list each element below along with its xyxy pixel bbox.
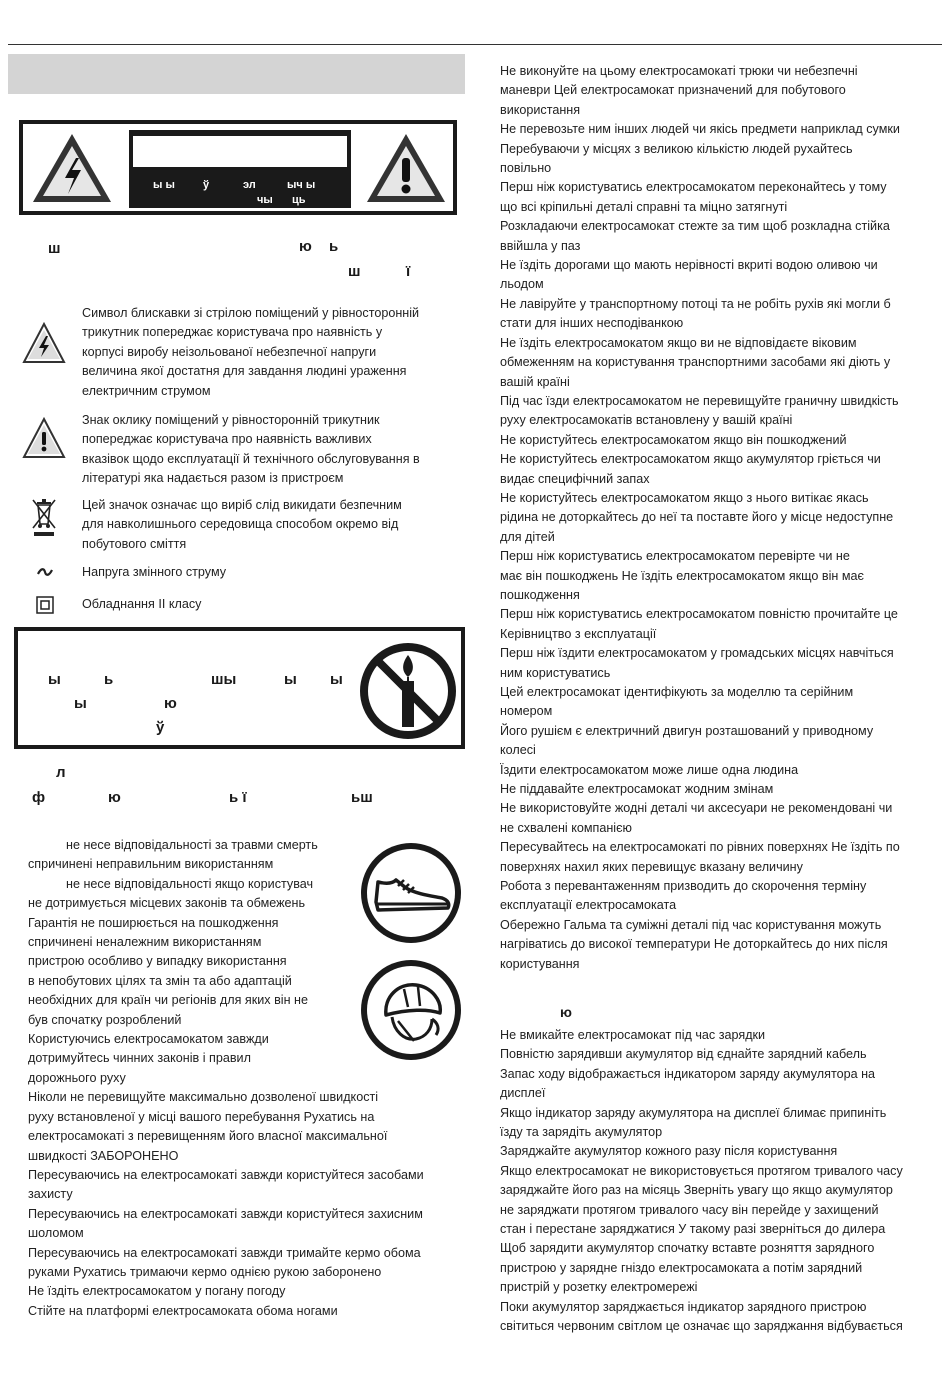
warning-label-fragment: эл xyxy=(243,179,256,191)
text-line: стати для інших несподіванкою xyxy=(500,316,684,331)
heading-fragment: ш xyxy=(348,263,361,280)
symbol-text-line: побутового сміття xyxy=(82,536,187,551)
header-bar xyxy=(8,54,465,94)
text-line: має він пошкоджень Не їздіть електросамокатом якщо він має xyxy=(500,568,864,583)
warning-label-fragment: ыч ы xyxy=(287,179,316,191)
section-fragment: л xyxy=(56,764,66,781)
text-line: не схвалені компанією xyxy=(500,820,632,835)
heading-fragment: ь xyxy=(329,238,339,255)
text-line: рідина не доторкайтесь до неї та поставте його у місце недоступне xyxy=(500,510,894,525)
text-line: стан і перестане заряджатися У такому разі зверніться до дилера xyxy=(500,1222,886,1237)
text-line: маневри Цей електросамокат призначений для побутового xyxy=(500,83,846,98)
text-line: не дотримується місцевих законів та обмежень xyxy=(28,896,306,911)
text-line: їзду та зарядіть акумулятор xyxy=(500,1125,663,1140)
text-line: Поки акумулятор заряджається індикатор зарядного пристрою xyxy=(500,1299,867,1314)
text-line: нагріватись до високої температури Не доторкайтесь до них після xyxy=(500,937,888,952)
warning-label-panel xyxy=(129,130,351,208)
text-line: швидкості ЗАБОРОНЕНО xyxy=(28,1148,179,1163)
text-line: Перебуваючи у місцях з великою кількістю людей рухайтесь xyxy=(500,141,853,156)
symbol-text-line: вказівок щодо експлуатації й технічного обслуговування в xyxy=(82,451,420,466)
symbol-text-line: електричним струмом xyxy=(82,383,211,398)
candle-box-fragment: шы xyxy=(211,671,237,688)
text-line: Розкладаючи електросамокат стежте за тим щоб розкладна стійка xyxy=(500,219,890,234)
text-line: Повністю зарядивши акумулятор від єднайте зарядний кабель xyxy=(500,1047,867,1062)
symbol-text-line: для навколишнього середовища способом окремо від xyxy=(82,517,399,532)
symbol-text-line: Символ блискавки зі стрілою поміщений у рівносторонній xyxy=(82,306,420,320)
candle-box-fragment: ь xyxy=(104,671,114,688)
text-line: Не користуйтесь електросамокатом якщо акумулятор гріється чи xyxy=(500,452,881,467)
text-line: Якщо індикатор заряду акумулятора на дисплеї блимає припиніть xyxy=(500,1105,887,1120)
crossed-bin-icon xyxy=(28,494,60,538)
text-line: ним користуватись xyxy=(500,665,611,680)
candle-box-fragment: ы xyxy=(330,671,343,688)
text-line: Його рушієм є електричний двигун розташований у приводному xyxy=(500,723,874,738)
text-line: льодом xyxy=(500,277,544,292)
text-line: використання xyxy=(500,102,581,117)
text-line: руху електросамокатів встановлену у вашій країні xyxy=(500,413,793,428)
text-line: Під час їзди електросамокатом не перевищуйте граничну швидкість xyxy=(500,393,899,408)
text-line: Якщо електросамокат не використовується протягом тривалого часу xyxy=(500,1163,903,1178)
text-line: Гарантія не поширюється на пошкодження xyxy=(28,915,279,930)
ac-tilde-icon xyxy=(36,566,54,578)
candle-box-fragment: ы xyxy=(74,695,87,712)
right-column-text xyxy=(500,62,940,974)
text-line: світиться червоним світлом це означає що заряджання відбувається xyxy=(500,1319,903,1334)
symbol-description xyxy=(82,563,462,582)
symbol-description xyxy=(82,496,462,554)
class-ii-square-icon xyxy=(36,596,54,614)
text-line: номером xyxy=(500,704,553,719)
text-line: Ніколи не перевищуйте максимально дозволеної швидкості xyxy=(28,1090,379,1105)
text-line: Обережно Гальма та суміжні деталі під час користування можуть xyxy=(500,917,882,932)
text-line: видає специфічний запах xyxy=(500,471,650,486)
charging-section-text xyxy=(500,1026,940,1337)
text-line: повільно xyxy=(500,161,552,176)
text-line: Не лавіруйте у транспортному потоці та не робіть рухів які могли б xyxy=(500,296,891,311)
heading-fragment: ї xyxy=(406,263,411,280)
exclamation-triangle-icon xyxy=(22,417,66,459)
section-fragment: ю xyxy=(108,789,121,806)
text-line: Заряджайте акумулятор кожного разу після користування xyxy=(500,1144,838,1159)
text-line: Пересувайтесь на електросамокаті по рівних поверхнях Не їздіть по xyxy=(500,840,900,855)
text-line: Не їздіть електросамокатом у погану погоду xyxy=(28,1284,286,1299)
text-line: не несе відповідальності якщо користувач xyxy=(66,876,314,891)
text-line: Не їздіть електросамокатом якщо ви не відповідаєте віковим xyxy=(500,335,857,350)
text-line: Щоб зарядити акумулятор спочатку вставте розняття зарядного xyxy=(500,1241,875,1256)
helmet-icon xyxy=(358,957,464,1063)
section-fragment: ф xyxy=(32,789,46,806)
text-line: поверхнях нахил яких перевищує вказану величину xyxy=(500,859,803,874)
warning-label-fragment: ў xyxy=(203,179,210,191)
lightning-triangle-icon xyxy=(29,130,115,206)
symbol-text-line: Напруга змінного струму xyxy=(82,565,227,579)
text-line: дисплеї xyxy=(500,1086,546,1101)
left-column-text xyxy=(28,836,424,1321)
no-open-flame-warning-box xyxy=(14,627,465,749)
charging-heading-fragment: ю xyxy=(560,1004,572,1020)
text-line: Стійте на платформі електросамоката обома ногами xyxy=(28,1303,338,1318)
text-line: не заряджати протягом тривалого часу він перейде у захищений xyxy=(500,1202,879,1217)
candle-box-fragment: ы xyxy=(48,671,61,688)
exclamation-triangle-icon xyxy=(363,130,449,206)
text-line: електросамокаті з перевищенням його власної максимальної xyxy=(28,1129,388,1144)
text-line: дорожнього руху xyxy=(28,1070,126,1085)
symbol-row-class-ii xyxy=(22,595,462,617)
no-open-flame-icon xyxy=(358,641,458,741)
text-line: шоломом xyxy=(28,1226,84,1241)
text-line: Перш ніж користуватись електросамокатом переконайтесь у тому xyxy=(500,180,887,195)
warning-label-fragment: чы xyxy=(257,194,273,206)
text-line: Робота з перевантаженням призводить до скорочення терміну xyxy=(500,879,867,894)
text-line: Не використовуйте жодні деталі чи аксесуари не рекомендовані чи xyxy=(500,801,893,816)
text-line: Пересуваючись на електросамокаті завжди користуйтеся захисним xyxy=(28,1206,423,1221)
text-line: Не вмикайте електросамокат під час зарядки xyxy=(500,1028,766,1042)
symbol-text-line: трикутник попереджає користувача про наявність у xyxy=(82,325,383,340)
heading-fragment: ш xyxy=(48,240,61,257)
symbol-row-lightning xyxy=(22,304,462,404)
candle-box-fragment: ы xyxy=(284,671,297,688)
text-line: Не їздіть дорогами що мають нерівності вкриті водою оливою чи xyxy=(500,258,878,273)
text-line: заряджайте його раз на місяць Зверніть увагу що якщо акумулятор xyxy=(500,1183,893,1198)
text-line: вашій країні xyxy=(500,374,570,389)
symbol-text-line: Обладнання II класу xyxy=(82,597,202,611)
text-line: Пересуваючись на електросамокаті завжди користуйтеся засобами xyxy=(28,1167,424,1182)
candle-box-fragment: ю xyxy=(164,695,177,712)
text-line: дотримуйтесь чинних законів і правил xyxy=(28,1051,251,1066)
text-line: спричинені неналежним використанням xyxy=(28,935,262,950)
symbol-text-line: Цей значок означає що виріб слід викидати безпечним xyxy=(82,498,402,512)
text-line: обмеженням на користування транспортними засобами які діють у xyxy=(500,355,891,370)
warning-label-fragment: ы ы xyxy=(153,179,175,191)
text-line: спричинені неправильним використанням xyxy=(28,857,274,872)
section-fragment: ьш xyxy=(351,789,373,806)
text-line: Запас ходу відображається індикатором заряду акумулятора на xyxy=(500,1066,876,1081)
text-line: для дітей xyxy=(500,529,555,544)
top-rule xyxy=(8,44,942,45)
text-line: Не піддавайте електросамокат жодним змінам xyxy=(500,782,774,797)
text-line: руху встановленої у місці вашого перебування Рухатись на xyxy=(28,1109,375,1124)
text-line: пристрою у зарядне гніздо електросамоката а потім зарядний xyxy=(500,1260,863,1275)
section-fragment: ь ї xyxy=(229,789,247,806)
text-line: Пересуваючись на електросамокаті завжди тримайте кермо обома xyxy=(28,1245,421,1260)
text-line: колесі xyxy=(500,743,536,758)
text-line: захисту xyxy=(28,1187,73,1202)
symbol-row-weee xyxy=(22,496,462,556)
heading-fragment: ю xyxy=(299,238,312,255)
symbol-description xyxy=(82,411,462,489)
text-line: Перш ніж їздити електросамокатом у громадських місцях навчіться xyxy=(500,646,894,661)
text-line: Цей електросамокат ідентифікують за моделлю та серійним xyxy=(500,685,854,699)
symbol-text-line: літературі яка надається разом із пристроєм xyxy=(82,471,344,486)
symbol-description xyxy=(82,304,462,401)
warning-label-white-bar xyxy=(133,136,347,167)
text-line: в непобутових цілях та змін та або адаптацій xyxy=(28,973,292,988)
text-line: користування xyxy=(500,956,580,971)
symbol-text-line: корпусі виробу неізольованої небезпечної напруги xyxy=(82,344,377,359)
electric-shock-warning-box xyxy=(19,120,457,215)
text-line: Керівництво з експлуатації xyxy=(500,626,657,641)
symbol-text-line: величина якої достатня для завдання людині ураження xyxy=(82,364,407,379)
symbol-text-line: попереджає користувача про наявність важливих xyxy=(82,432,372,447)
warning-label-fragment: ць xyxy=(292,194,306,206)
text-line: Не користуйтесь електросамокатом якщо з нього витікає якась xyxy=(500,490,869,505)
text-line: Не користуйтесь електросамокатом якщо він пошкоджений xyxy=(500,432,847,447)
text-line: пристрій у розетку електромережі xyxy=(500,1280,698,1295)
text-line: експлуатації електросамоката xyxy=(500,898,677,913)
symbol-row-exclamation xyxy=(22,411,462,491)
text-line: Не виконуйте на цьому електросамокаті трюки чи небезпечні xyxy=(500,64,858,78)
text-line: що всі кріпильні деталі справні та міцно затягнуті xyxy=(500,199,788,214)
text-line: руками Рухатись тримаючи кермо однією рукою заборонено xyxy=(28,1264,382,1279)
text-line: Перш ніж користуватись електросамокатом повністю прочитайте це xyxy=(500,607,898,622)
text-line: необхідних для країн чи регіонів для яких він не xyxy=(28,993,308,1008)
symbol-description xyxy=(82,595,462,614)
text-line: пристрою особливо у випадку використання xyxy=(28,954,287,969)
text-line: Їздити електросамокатом може лише одна людина xyxy=(500,762,799,777)
candle-box-fragment: ў xyxy=(156,719,165,736)
text-line: був спочатку розроблений xyxy=(28,1012,182,1027)
lightning-triangle-icon xyxy=(22,322,66,364)
shoe-icon xyxy=(358,840,464,946)
symbol-row-ac xyxy=(22,563,462,585)
text-line: пошкодження xyxy=(500,587,580,602)
text-line: Не перевозьте ним інших людей чи якісь предмети наприклад сумки xyxy=(500,122,900,137)
symbol-text-line: Знак оклику поміщений у рівносторонній трикутник xyxy=(82,413,380,427)
text-line: Перш ніж користуватись електросамокатом перевірте чи не xyxy=(500,549,850,564)
text-line: не несе відповідальності за травми смерть xyxy=(66,838,318,852)
text-line: Користуючись електросамокатом завжди xyxy=(28,1032,269,1047)
text-line: ввійшла у паз xyxy=(500,238,581,253)
